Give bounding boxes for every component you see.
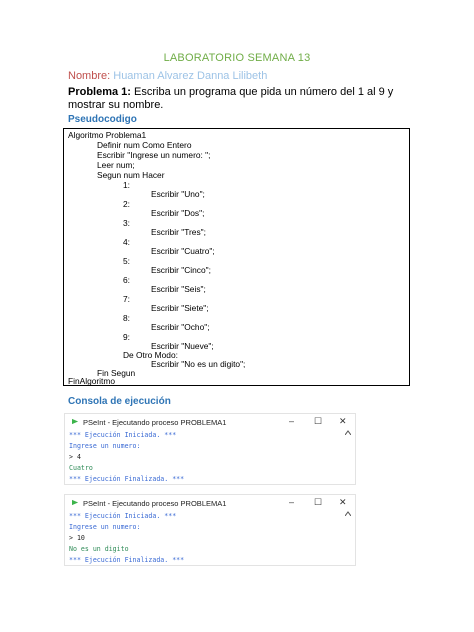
console-line: *** Ejecución Iniciada. *** (69, 431, 177, 439)
pseudo-line: Leer num; (97, 160, 135, 170)
pseudo-line: 2: (123, 199, 130, 209)
console-titlebar (65, 414, 355, 430)
pseint-app-icon (72, 418, 79, 425)
name-value: Huaman Alvarez Danna Lilibeth (113, 70, 268, 82)
pseudo-line: Escribir "Cinco"; (151, 265, 211, 275)
scroll-up-arrow-icon[interactable] (345, 430, 351, 435)
console-window-1 (64, 413, 356, 485)
pseudocode-heading: Pseudocodigo (68, 114, 137, 125)
pseudo-line: Escribir "Uno"; (151, 189, 205, 199)
console-heading: Consola de ejecución (68, 396, 171, 407)
console-window-2 (64, 494, 356, 566)
pseudo-line: FinAlgoritmo (68, 376, 116, 386)
console-output (65, 511, 355, 566)
pseudo-line: Fin Segun (97, 368, 136, 378)
pseudo-line: 7: (123, 294, 130, 304)
pseudo-line: Escribir "Nueve"; (151, 341, 214, 351)
console-line: *** Ejecución Finalizada. *** (69, 556, 185, 564)
console-line: Ingrese un numero: (69, 523, 141, 531)
student-name-line (68, 70, 267, 82)
close-icon[interactable]: ✕ (339, 497, 347, 507)
pseudo-line: 3: (123, 218, 130, 228)
pseudo-line: 6: (123, 275, 130, 285)
problem-statement (68, 86, 408, 112)
pseudo-line: 5: (123, 256, 130, 266)
console-line: Cuatro (69, 464, 93, 472)
pseudo-line: 4: (123, 237, 130, 247)
console-line: > 4 (69, 453, 81, 461)
pseudo-line: Escribir "Ocho"; (151, 322, 210, 332)
console-title: PSeInt - Ejecutando proceso PROBLEMA1 (83, 499, 227, 508)
problem-text: Escriba un programa que pida un número del 1 al 9 y mostrar su nombre. (68, 86, 394, 111)
pseudo-line: Segun num Hacer (97, 170, 165, 180)
name-label: Nombre: (68, 70, 111, 82)
console-line: Ingrese un numero: (69, 442, 141, 450)
pseudo-line: Escribir "Cuatro"; (151, 246, 215, 256)
pseudo-line: Escribir "Seis"; (151, 284, 206, 294)
pseudocode-box (63, 128, 410, 386)
minimize-icon[interactable]: – (289, 416, 295, 426)
pseudo-line: Escribir "Dos"; (151, 208, 205, 218)
minimize-icon[interactable]: – (289, 497, 295, 507)
maximize-icon[interactable]: ☐ (314, 497, 323, 507)
pseudo-line: 8: (123, 313, 130, 323)
scroll-up-arrow-icon[interactable] (345, 511, 351, 516)
maximize-icon[interactable]: ☐ (314, 416, 323, 426)
pseudo-line: Definir num Como Entero (97, 140, 192, 150)
pseudo-line: Escribir "Siete"; (151, 303, 209, 313)
pseudo-line: Escribir "Ingrese un numero: "; (97, 150, 211, 160)
close-icon[interactable]: ✕ (339, 416, 347, 426)
console-titlebar (65, 495, 355, 511)
pseudo-line: Algoritmo Problema1 (68, 130, 147, 140)
console-output (65, 430, 355, 485)
problem-label: Problema 1: (68, 86, 131, 98)
pseudo-line: Escribir "Tres"; (151, 227, 206, 237)
pseudo-line: Escribir "No es un digito"; (151, 359, 246, 369)
pseudo-line: De Otro Modo: (123, 350, 178, 360)
console-line: > 10 (69, 534, 85, 542)
console-line: *** Ejecución Finalizada. *** (69, 475, 185, 483)
document-title: LABORATORIO SEMANA 13 (163, 52, 311, 64)
pseudo-line: 1: (123, 180, 130, 190)
console-title: PSeInt - Ejecutando proceso PROBLEMA1 (83, 418, 227, 427)
console-line: *** Ejecución Iniciada. *** (69, 512, 177, 520)
pseint-app-icon (72, 499, 79, 506)
pseudo-line: 9: (123, 332, 130, 342)
console-line: No es un digito (69, 545, 129, 553)
